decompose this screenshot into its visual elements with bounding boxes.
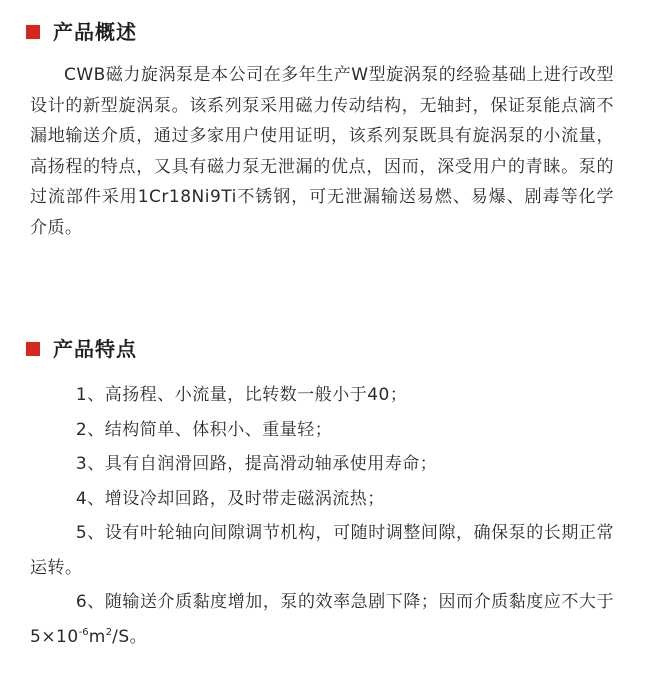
red-square-marker-icon (26, 342, 40, 356)
viscosity-unit-suffix: /S。 (112, 626, 148, 647)
viscosity-unit-exponent: 2 (105, 626, 113, 638)
feature-item-6-text: 6、随输送介质黏度增加，泵的效率急剧下降；因而介质黏度应不大于5×10 (30, 592, 614, 647)
viscosity-unit-m: m (88, 626, 106, 647)
features-heading (26, 334, 137, 364)
feature-item-6 (30, 585, 614, 654)
red-square-marker-icon (26, 25, 40, 39)
feature-item-3: 3、具有自润滑回路，提高滑动轴承使用寿命； (75, 454, 438, 474)
feature-item-5: 5、设有叶轮轴向间隙调节机构，可随时调整间隙，确保泵的长期正常运转。 (30, 523, 614, 578)
overview-paragraph: CWB磁力旋涡泵是本公司在多年生产W型旋涡泵的经验基础上进行改型设计的新型旋涡泵。该系列泵采用磁力传动结构，无轴封，保证泵能点滴不漏地输送介质，通过多家用户使用证明，该系列泵既具有旋涡泵的小流量，高扬程的特点，又具有磁力泵无泄漏的优点，因而，深受用户的青睐。泵的过流部件采用1Cr18Ni9Ti不锈钢，可无泄漏输送易燃、易爆、剧毒等化学介质。 (30, 65, 614, 238)
feature-item-2: 2、结构简单、体积小、重量轻； (75, 419, 333, 440)
features-list (30, 378, 614, 654)
feature-item-1: 1、高扬程、小流量，比转数一般小于40； (75, 385, 408, 405)
viscosity-exponent: -6 (78, 626, 89, 638)
overview-heading (26, 17, 137, 47)
feature-item-4: 4、增设冷却回路，及时带走磁涡流热； (75, 488, 385, 509)
overview-heading-text: 产品概述 (53, 20, 137, 44)
features-heading-text: 产品特点 (53, 337, 137, 361)
